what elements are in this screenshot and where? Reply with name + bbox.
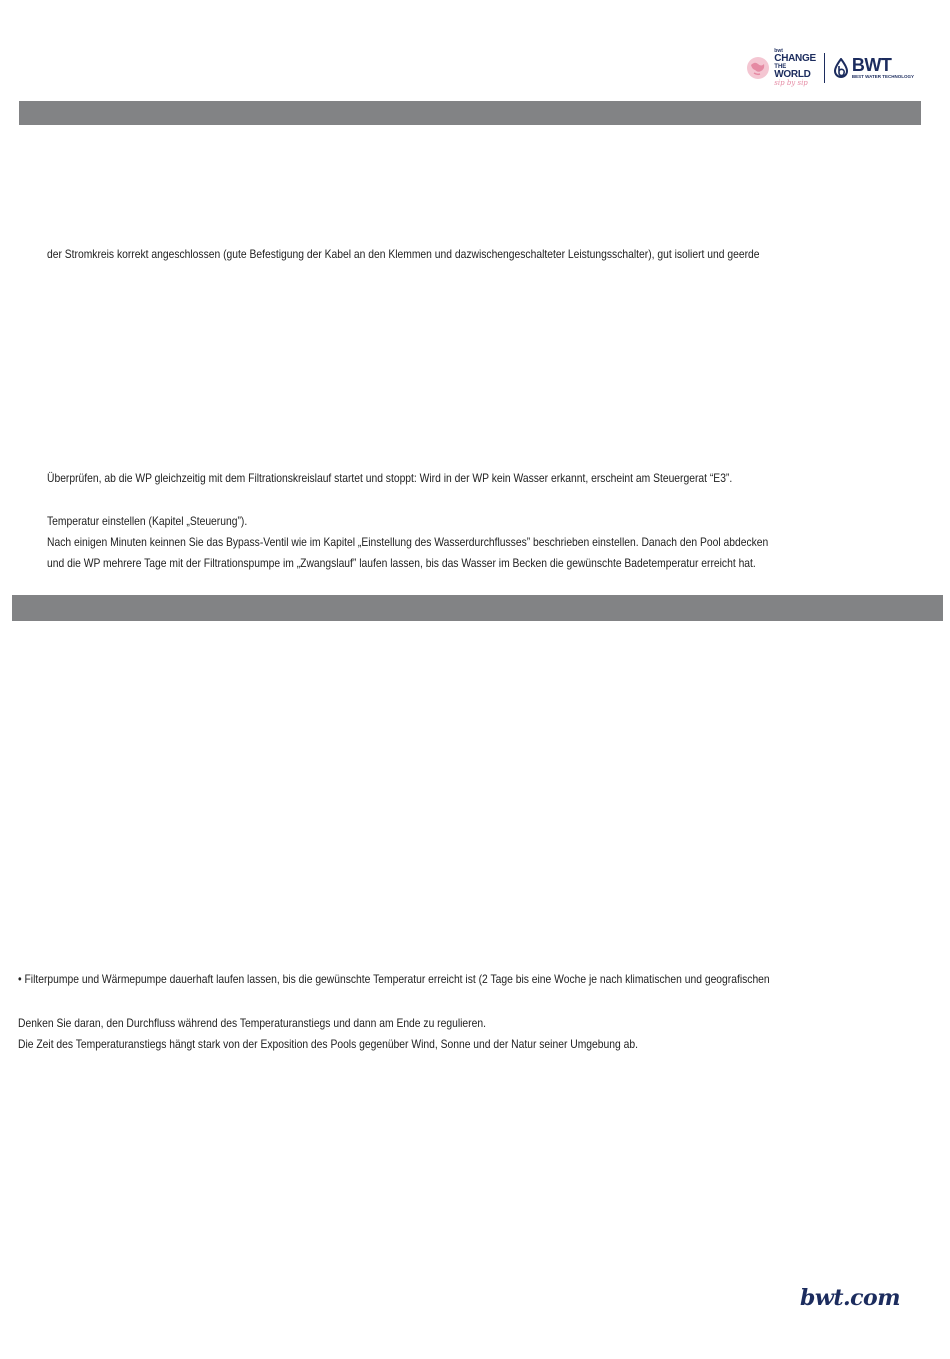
text-stromkreis: der Stromkreis korrekt angeschlossen (gute Befestigung der Kabel an den Klemmen und dazwischengeschalteter Leistungsschalter), gut isoliert und geerde bbox=[47, 247, 760, 261]
ctw-line-world: WORLD bbox=[774, 69, 811, 80]
ctw-small-label: bwt bbox=[774, 48, 783, 54]
text-denken: Denken Sie daran, den Durchfluss während des Temperaturanstiegs und dann am Ende zu regulieren. bbox=[18, 1016, 486, 1030]
bwt-subtitle: BEST WATER TECHNOLOGY bbox=[851, 74, 914, 80]
ctw-tagline: sip by sip bbox=[774, 79, 808, 87]
text-tage: und die WP mehrere Tage mit der Filtrationspumpe im „Zwangslauf” laufen lassen, bis das Wasser im Becken die gewünschte Badetemperatur erreicht hat. bbox=[47, 556, 756, 570]
text-filterpumpe: • Filterpumpe und Wärmepumpe dauerhaft laufen lassen, bis die gewünschte Temperatur erreicht ist (2 Tage bis eine Woche je nach klimatischen und geografischen bbox=[18, 972, 770, 986]
text-zeit: Die Zeit des Temperaturanstiegs hängt stark von der Exposition des Pools gegenüber Wind, Sonne und der Natur seiner Umgebung ab. bbox=[18, 1037, 638, 1051]
text-temperatur: Temperatur einstellen (Kapitel „Steuerung”). bbox=[47, 514, 248, 528]
text-pruefen: Überprüfen, ab die WP gleichzeitig mit dem Filtrationskreislauf startet und stoppt: Wird in der WP kein Wasser erkannt, erscheint am Steuergerat “E3”. bbox=[47, 471, 733, 485]
section-header-bar-1 bbox=[19, 101, 921, 125]
brand-logos bbox=[746, 48, 914, 88]
text-minuten: Nach einigen Minuten keinnen Sie das Bypass-Ventil wie im Kapitel „Einstellung des Wasserdurchflusses” beschrieben einstellen. Danach den Pool abdecken bbox=[47, 535, 769, 549]
change-the-world-logo bbox=[746, 49, 816, 87]
footer-website-link[interactable]: bwt.com bbox=[800, 1285, 900, 1311]
section-header-bar-2 bbox=[12, 595, 943, 621]
bwt-name: BWT bbox=[851, 55, 892, 76]
ctw-line-the: THE bbox=[774, 64, 787, 70]
ctw-line-change: CHANGE bbox=[774, 53, 816, 64]
water-drop-icon bbox=[833, 58, 849, 78]
globe-icon bbox=[746, 56, 770, 80]
logo-divider bbox=[824, 53, 825, 83]
bwt-logo bbox=[833, 56, 914, 80]
